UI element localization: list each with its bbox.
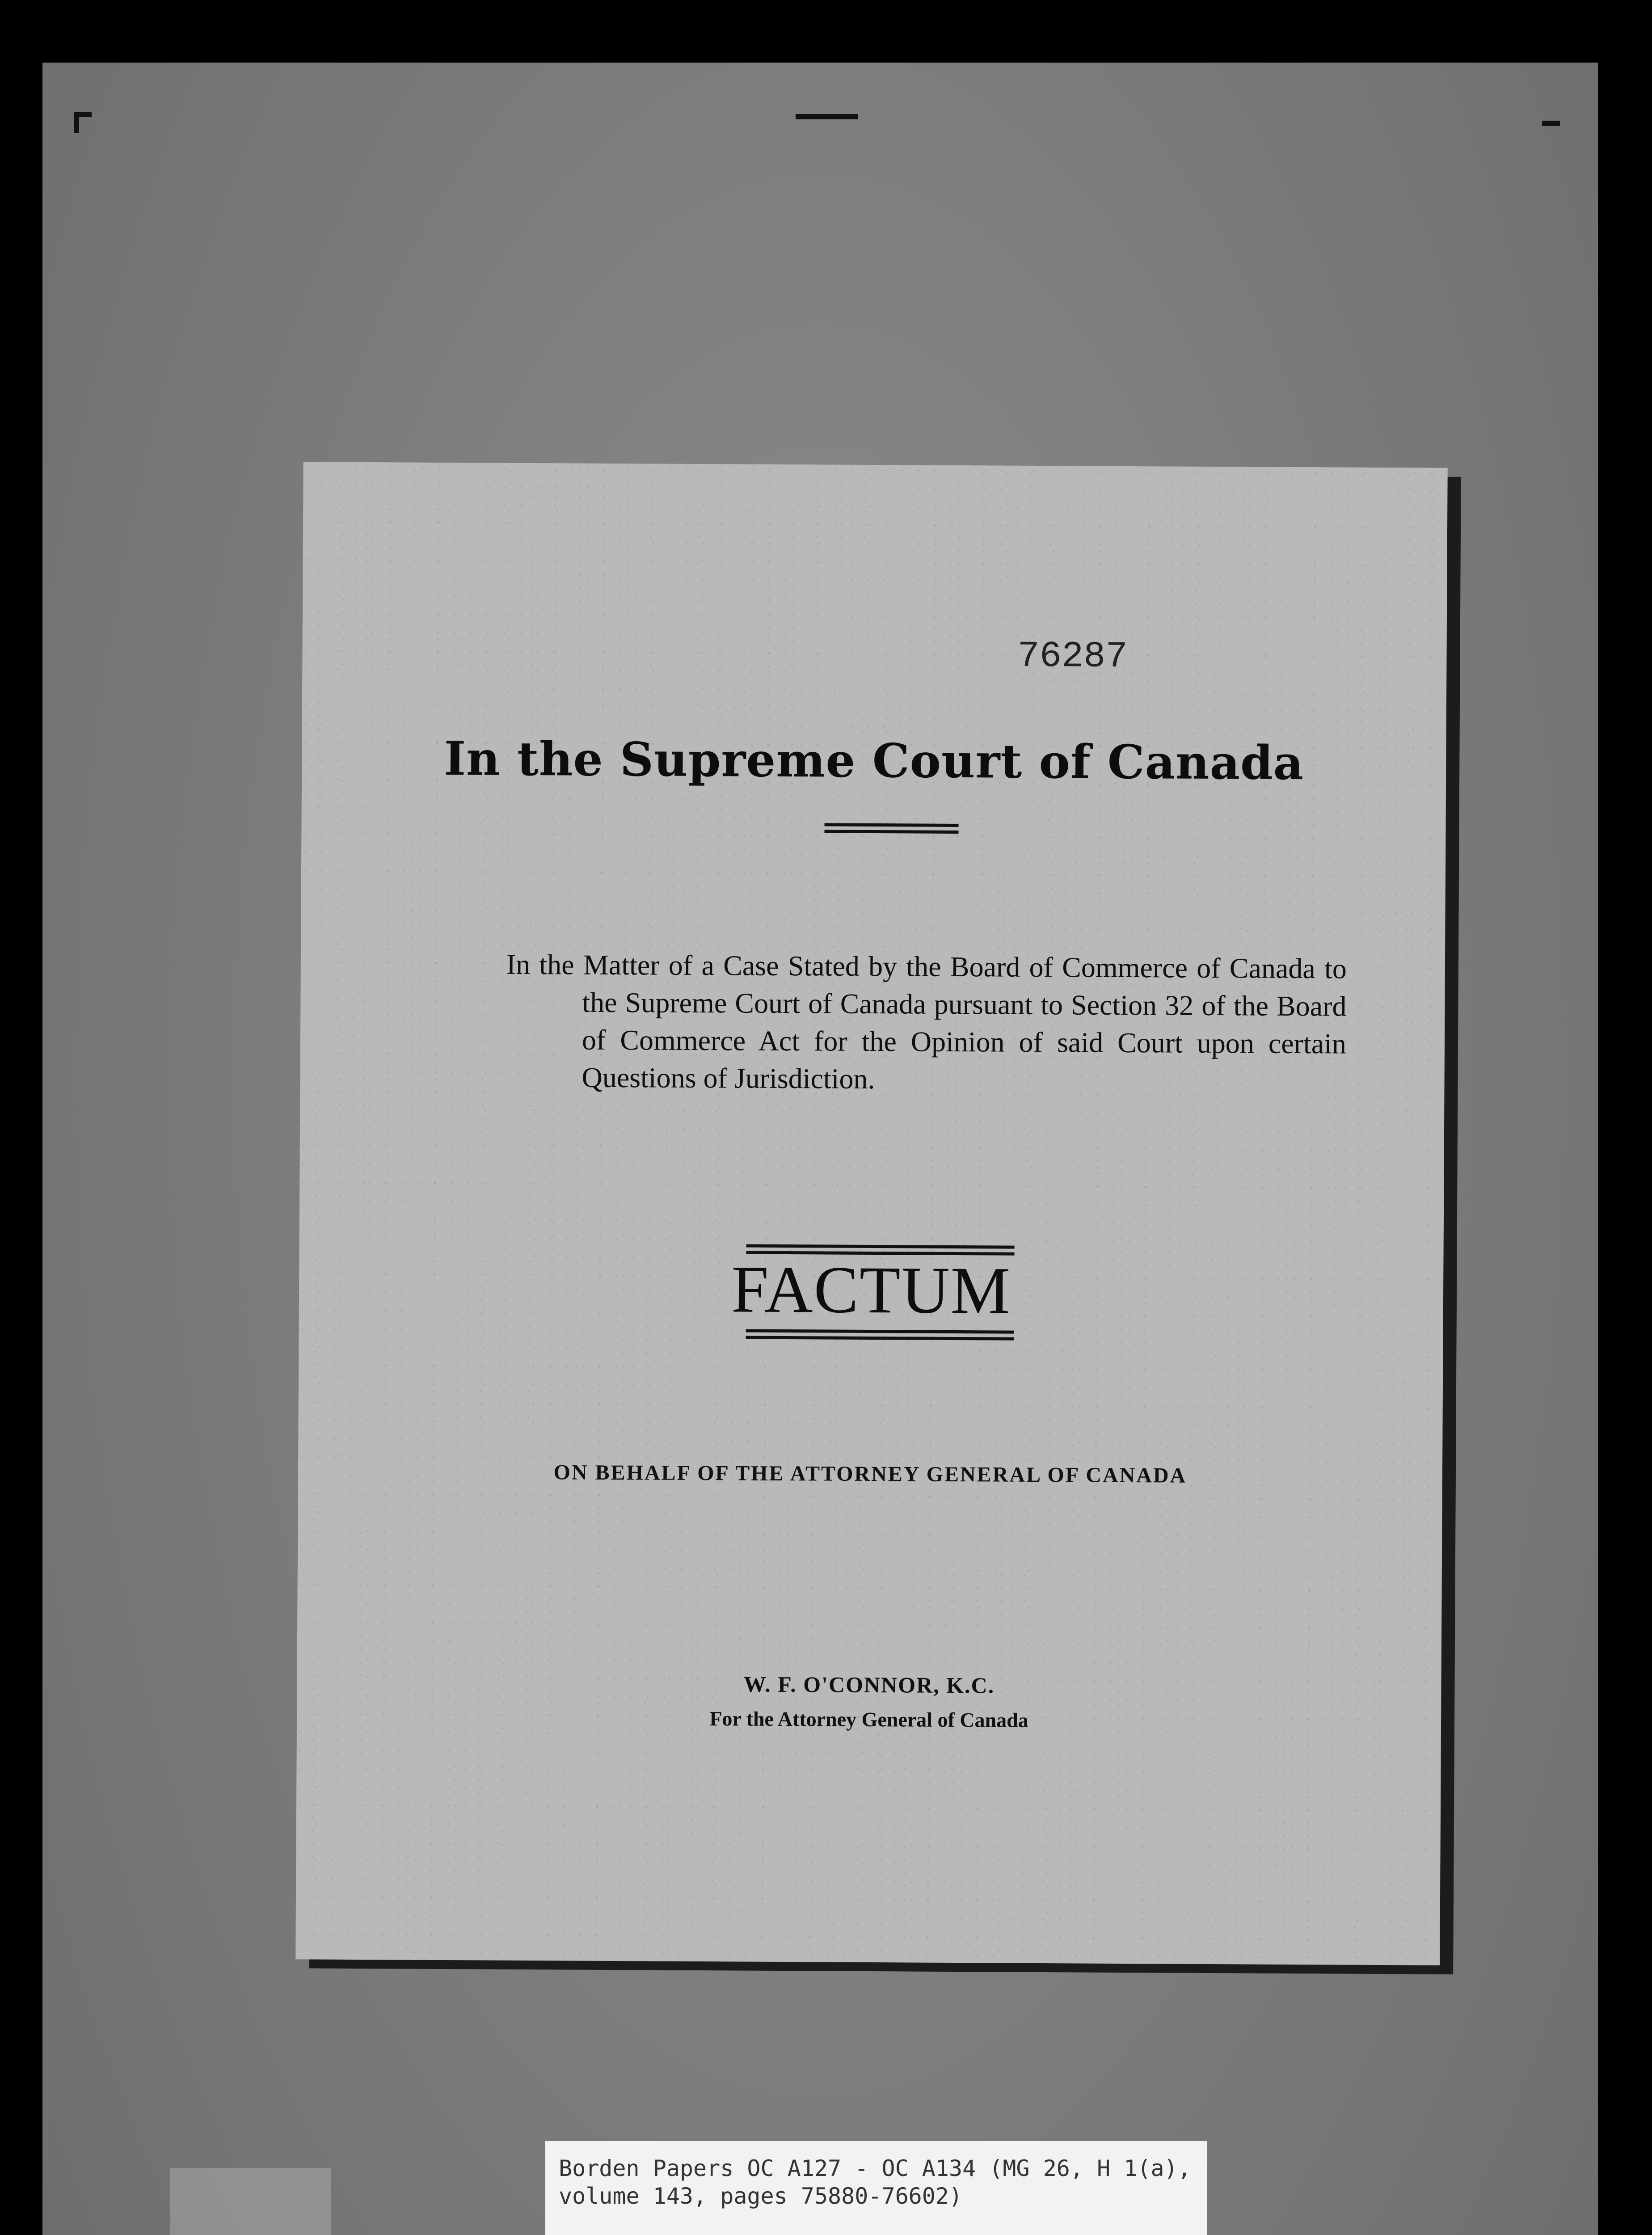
tape-strip — [170, 2168, 331, 2235]
counsel-name: W. F. O'CONNOR, K.C. — [743, 1671, 995, 1698]
archive-reference-line-2: volume 143, pages 75880-76602) — [559, 2183, 963, 2209]
factum-rule-bottom — [746, 1329, 1014, 1341]
title-rule — [824, 823, 958, 834]
matter-statement: In the Matter of a Case Stated by the Board of Commerce of Canada to the Supreme Court of Canada pursuant to Section 32 of the Board of Commerce Act for the Opinion of said Court upon certain Questions of Jurisdiction. — [506, 948, 1347, 1095]
factum-heading: FACTUM — [731, 1252, 1011, 1328]
archive-reference-line-1: Borden Papers OC A127 - OC A134 (MG 26, H 1(a), — [559, 2155, 1191, 2181]
court-title: In the Supreme Court of Canada — [444, 730, 1304, 791]
corner-mark-top-right — [1542, 121, 1560, 126]
document-number: 76287 — [1017, 635, 1128, 678]
behalf-line: ON BEHALF OF THE ATTORNEY GENERAL OF CANADA — [553, 1460, 1187, 1488]
corner-mark-top-left — [74, 112, 79, 133]
archive-reference-label — [545, 2141, 1207, 2235]
top-dash-mark — [796, 114, 858, 119]
document-cover — [295, 462, 1448, 1965]
counsel-role: For the Attorney General of Canada — [709, 1707, 1028, 1732]
